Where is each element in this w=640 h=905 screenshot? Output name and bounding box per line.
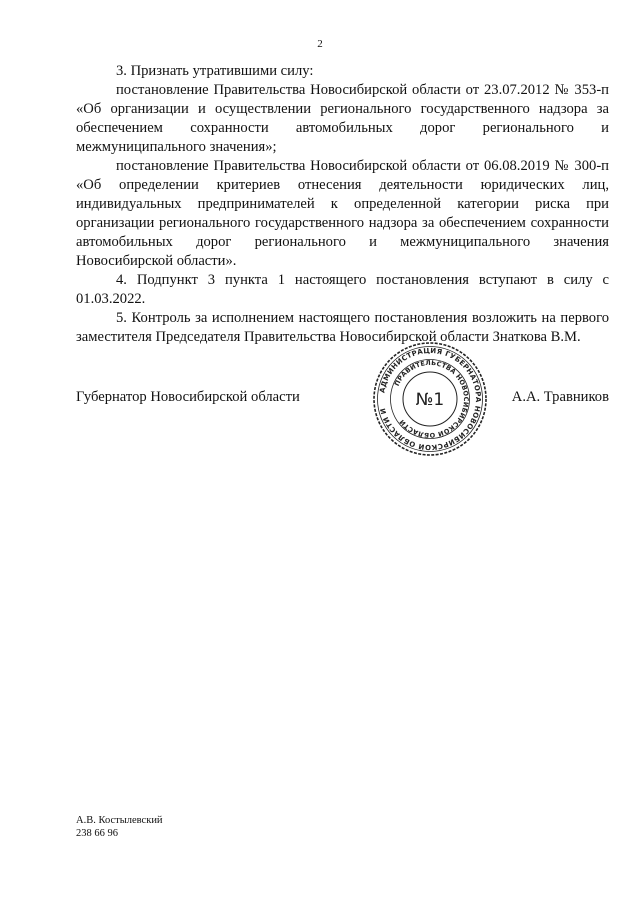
seal-number: №1 bbox=[415, 390, 445, 410]
signer-title: Губернатор Новосибирской области bbox=[76, 389, 300, 405]
paragraph-item-4: 4. Подпункт 3 пункта 1 настоящего постановления вступают в силу с 01.03.2022. bbox=[76, 272, 609, 307]
seal-outer-text: АДМИНИСТРАЦИЯ ГУБЕРНАТОРА НОВОСИБИРСКОЙ ОБЛАСТИ И bbox=[378, 346, 483, 452]
paragraph-item-3: 3. Признать утратившими силу: bbox=[116, 63, 314, 79]
paragraph-item-5: 5. Контроль за исполнением настоящего постановления возложить на первого заместителя Председателя Правительства Новосибирской области Знаткова В.М. bbox=[76, 310, 609, 345]
author-phone: 238 66 96 bbox=[76, 828, 118, 839]
author-name: А.В. Костылевский bbox=[76, 815, 163, 826]
signature-block bbox=[76, 388, 609, 410]
document-footer bbox=[76, 814, 163, 840]
document-body bbox=[76, 62, 609, 347]
seal-inner-text: ПРАВИТЕЛЬСТВА НОВОСИБИРСКОЙ ОБЛАСТИ bbox=[392, 358, 471, 440]
paragraph-repeal-resolution-300: постановление Правительства Новосибирской области от 06.08.2019 № 300-п «Об определении критериев отнесения деятельности юридических лиц, индивидуальных предпринимателей к определенной категории риска при организации регионального государственного надзора за обеспечением сохранности автомобильных дорог регионального и межмуниципального значения Новосибирской области». bbox=[76, 158, 609, 269]
page-number: 2 bbox=[317, 38, 323, 50]
paragraph-repeal-resolution-353: постановление Правительства Новосибирской области от 23.07.2012 № 353-п «Об организации и осуществлении регионального государственного надзора за обеспечением сохранности автомобильных дорог регионального и межмуниципального значения»; bbox=[76, 82, 609, 155]
signer-name: А.А. Травников bbox=[511, 389, 609, 405]
